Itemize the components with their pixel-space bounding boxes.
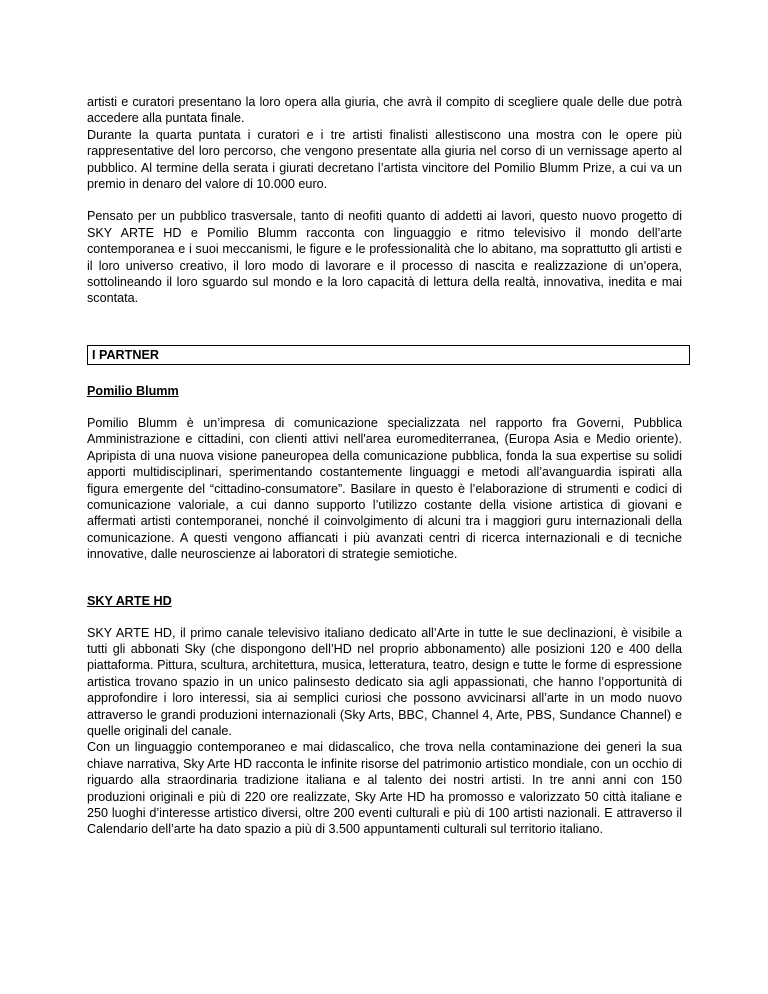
- intro-paragraph-1a: artisti e curatori presentano la loro opera alla giuria, che avrà il compito di scegliere quale delle due potrà accedere alla puntata finale.: [87, 95, 682, 126]
- sky-arte-paragraph-1: SKY ARTE HD, il primo canale televisivo italiano dedicato all’Arte in tutte le sue declinazioni, è visibile a tutti gli abbonati Sky (che dispongono dell’HD nel proprio abbonamento) alle posizioni 120 e 400 della piattaforma. Pittura, scultura, architettura, musica, letteratura, teatro, design e tutte le forme di espressione artistica trovano spazio in un unico palinsesto dedicato sia agli appassionati, che hanno l’opportunità di approfondire i loro interessi, sia ai semplici curiosi che possono avvicinarsi all’arte in un modo nuovo attraverso le grandi produzioni internazionali (Sky Arts, BBC, Channel 4, Arte, PBS, Sundance Channel) e quelle originali del canale.: [87, 625, 682, 738]
- section-title-partners: I PARTNER: [87, 345, 690, 365]
- intro-paragraph-1b: Durante la quarta puntata i curatori e i tre artisti finalisti allestiscono una mostra con le opere più rappresentative del loro percorso, che vengono presentate alla giuria nel corso di un vernissage aperto al pubblico. Al termine della serata i giurati decretano l’artista vincitore del Pomilio Blumm Prize, a cui va un premio in denaro del valore di 10.000 euro.: [87, 127, 682, 192]
- sky-arte-heading: SKY ARTE HD: [87, 593, 172, 608]
- intro-paragraph-2: Pensato per un pubblico trasversale, tanto di neofiti quanto di addetti ai lavori, questo nuovo progetto di SKY ARTE HD e Pomilio Blumm racconta con linguaggio e ritmo televisivo il mondo dell’arte contemporanea e i suoi meccanismi, le figure e le professionalità che lo abitano, ma soprattutto gli artisti e il loro universo creativo, il loro modo di lavorare e il processo di nascita e realizzazione di un’opera, sottolineando il loro sguardo sul mondo e la loro capacità di lettura della realtà, innovativa, inedita e mai scontata.: [87, 209, 682, 306]
- document-body: [87, 94, 682, 838]
- pomilio-blumm-paragraph: Pomilio Blumm è un’impresa di comunicazione specializzata nel rapporto fra Governi, Pubblica Amministrazione e cittadini, con clienti attivi nell'area euromediterranea, (Europa Asia e Medio oriente). Apripista di una nuova visione paneuropea della comunicazione pubblica, fonda la sua expertise su solidi apporti multidisciplinari, sperimentando costantemente linguaggi e metodi all’avanguardia ispirati alla figura emergente del “cittadino-consumatore”. Basilare in questo è l’elaborazione di strumenti e codici di comunicazione valoriale, a cui danno supporto l’utilizzo costante della visione artistica di giovani e affermati artisti contemporanei, nonché il coinvolgimento di alcuni tra i maggiori guru internazionali della comunicazione. A questi vengono affiancati i più avanzati centri di ricerca internazionali e di tecniche innovative, dalle neuroscienze ai laboratori di strategie semiotiche.: [87, 415, 682, 562]
- sky-arte-paragraph-2: Con un linguaggio contemporaneo e mai didascalico, che trova nella contaminazione dei generi la sua chiave narrativa, Sky Arte HD racconta le infinite risorse del patrimonio artistico mondiale, con un occhio di riguardo alla straordinaria tradizione italiana e al talento dei nostri artisti. In tre anni anni con 150 produzioni originali e più di 220 ore realizzate, Sky Arte HD ha promosso e valorizzato 50 città italiane e 250 luoghi d’interesse artistico diversi, oltre 200 eventi culturali e più di 100 artisti nazionali. E attraverso il Calendario dell’arte ha dato spazio a più di 3.500 appuntamenti culturali sul territorio italiano.: [87, 740, 682, 837]
- pomilio-blumm-heading: Pomilio Blumm: [87, 383, 179, 398]
